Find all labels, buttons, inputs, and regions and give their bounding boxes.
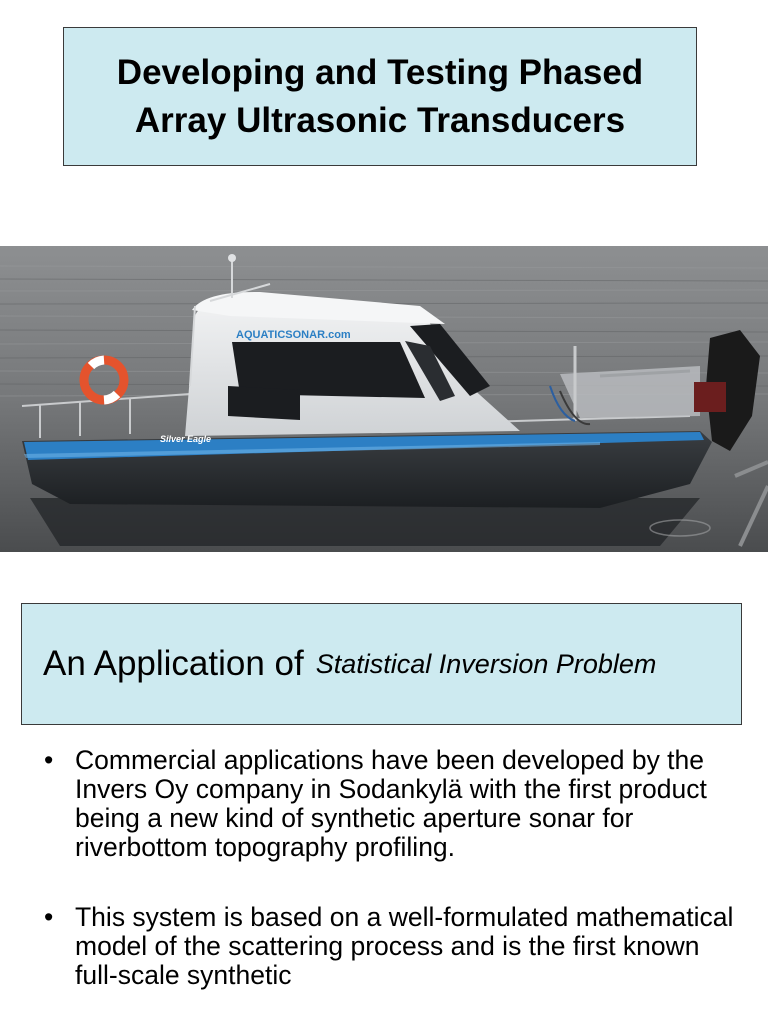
subtitle-main: An Application of	[43, 644, 304, 683]
boat-brand-label: AQUATICSONAR.com	[236, 329, 351, 341]
bullet-text: This system is based on a well-formulated mathematical model of the scattering process and is the first known full-scale synthetic	[75, 902, 734, 990]
bullet-marker: •	[44, 902, 54, 932]
bullet-marker: •	[44, 745, 54, 775]
boat-model-label: Silver Eagle	[160, 434, 212, 444]
bullet-item	[44, 746, 744, 862]
bullet-text: Commercial applications have been developed by the Invers Oy company in Sodankylä with the first product being a new kind of synthetic aperture sonar for riverbottom topography profiling.	[75, 745, 707, 862]
title-line-2: Array Ultrasonic Transducers	[134, 100, 626, 140]
cabin-window-lower	[228, 386, 300, 420]
bullet-item	[44, 903, 744, 990]
subtitle-italic: Statistical Inversion Problem	[315, 648, 657, 679]
title-line-1: Developing and Testing Phased	[116, 52, 644, 92]
boat-photo	[0, 246, 768, 552]
subtitle-box	[21, 603, 742, 725]
bullet-list	[44, 746, 744, 1024]
title-box	[63, 27, 697, 166]
